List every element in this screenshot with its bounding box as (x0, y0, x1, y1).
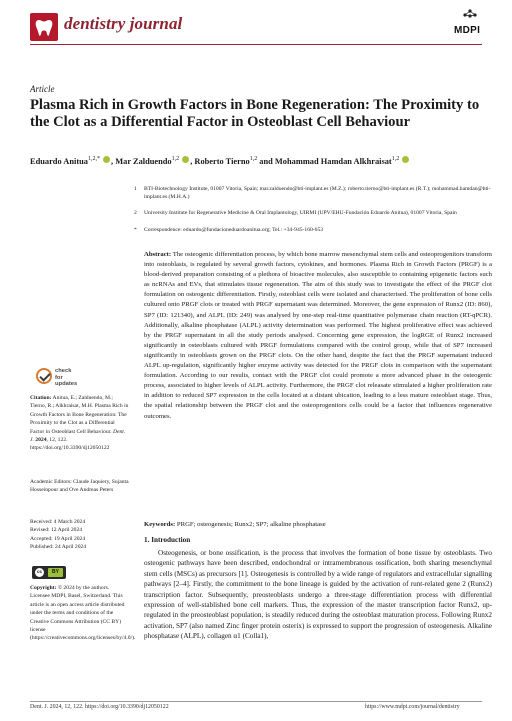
header-rule (30, 44, 482, 45)
date-published: Published: 24 April 2024 (30, 544, 87, 551)
date-accepted: Accepted: 19 April 2024 (30, 535, 86, 542)
affiliation-number: 1 (134, 186, 137, 192)
keywords (144, 520, 492, 530)
author-affiliation-marker: 1,2,* (87, 156, 100, 163)
citation-year: 2024 (35, 437, 47, 444)
abstract-text: The osteogenic differentiation process, by which bone marrow mesenchymal stem cells and osteoprogenitors transform into osteoblasts, is regulated by several growth factors, cytokines, and hormones. Plasma Rich in Growth Factors (PRGF) is a blood-derived preparation consisting of a plethora of bioactive molecules, also susceptible to containing epigenetic factors such as ncRNAs and EVs, that stimulates tissue regeneration. The aim of this study was to investigate the effect of the PRGF clot formulation on osteogenic differentiation. Firstly, osteoblast cells were isolated and characterised. The proliferation of bone cells cultured onto PRGF clots or treated with PRGF supernatant was determined. Moreover, the gene expression of Runx2 (ID: 860), SP7 (ID: 121340), and ALPL (ID: 249) was analysed by one-step real-time quantitative polymerase chain reaction (RT-qPCR). Additionally, alkaline phosphatase (ALPL) activity determination was performed. The highest proliferative effect was achieved by the PRGF supernatant in all the study periods analysed. Concerning gene expression, the logRGE of Runx2 increased significantly in osteoblasts cultured with PRGF formulations compared with the control group, while that of SP7 increased significantly in osteoblasts grown on the PRGF clots. On the other hand, despite the fact that the PRGF supernatant induced ALPL up-regulation, significantly higher enzyme activity was detected for the PRGF clots in comparison with the supernatant formulation. According to our results, contact with the PRGF clot could promote a more advanced phase in the osteogenic process, associated to higher levels of ALPL activity. Furthermore, the PRGF clot releasate stimulated a higher proliferation rate in addition to reduced SP7 expression in the cells located at a distant ubication, leading to a less mature osteoblast stage. Thus, the spatial relationship between the PRGF clot and the osteoprogenitors cells could be a factor that influences regenerative outcomes. (144, 251, 492, 420)
author-list (30, 156, 500, 166)
journal-logo (30, 13, 58, 41)
orcid-icon[interactable] (402, 156, 409, 163)
mdpi-logo-icon (462, 9, 478, 23)
section-heading: 1. Introduction (144, 536, 191, 544)
author-separator: , (111, 157, 116, 166)
author-name[interactable]: Mohammad Hamdan Alkhraisat (274, 157, 392, 166)
author-name[interactable]: Roberto Tierno (194, 157, 250, 166)
copyright-block (30, 584, 136, 643)
citation-block (30, 394, 130, 453)
abstract (144, 250, 492, 422)
correspondence-text: Correspondence: eduardo@fundacioneduardoanitua.org; Tel.: +34-945-160-653 (144, 227, 324, 233)
paragraph: Osteogenesis, or bone ossification, is the process that involves the formation of bone tissue by osteoblasts. Two osteogenic pathways have been described, endochondral or intramembranous ossification, both sharing mesenchymal stem cells (MSCs) as precursors [1]. Osteogenesis is controlled by a wide range of regulators and extracellular signalling pathways [2–4]. Firstly, the commitment to the bone lineage is guided by the activation of runt-related gene 2 (Runx2) transcription factor. Subsequently, preosteoblasts undergo a three-stage differentiation process with differential expression of well-stablished bone cell markers. Thus, the expression of the master transcription factor Runx2, up-regulated in the preosteoblast population, is steadily reduced during the osteoblast maturation process. Following Runx2 activation, SP7 (also named Zinc finger protein osterix) is expressed to support the progression of osteogenesis. Alkaline phosphatase (ALPL), collagen α1 (Colla1), (144, 549, 492, 641)
check-updates-icon (36, 368, 52, 384)
keywords-text: PRGF; osteogenesis; Runx2; SP7; alkaline phosphatase (176, 521, 326, 528)
date-revised: Revised: 12 April 2024 (30, 527, 83, 534)
cc-license-badge[interactable] (32, 566, 66, 579)
affiliation-text: BTI-Biotechnology Institute, 01007 Vitoria, Spain; mar.zalduendo@bti-implant.es (M.Z.); roberto.tierno@bti-implant.es (R.T.); mohammad.hamdan@bti-implant.es (M.H.A.) (144, 186, 491, 201)
correspondence-marker: * (134, 227, 137, 233)
journal-link[interactable]: https://www.mdpi.com/journal/dentistry (365, 704, 460, 710)
date-received: Received: 4 March 2024 (30, 519, 86, 525)
abstract-label: Abstract: (144, 251, 172, 258)
cc-icon: cc (36, 570, 43, 575)
orcid-icon[interactable] (103, 156, 110, 163)
journal-name: dentistry journal (64, 14, 183, 33)
article-title: Plasma Rich in Growth Factors in Bone Regeneration: The Proximity to the Clot as a Differential Factor in Osteoblast Cell Behaviour (30, 97, 480, 130)
copyright-label: Copyright: (30, 585, 57, 591)
author-affiliation-marker: 1,2 (171, 156, 180, 163)
citation-text: Anitua, E.; Zalduendo, M.; Tierno, R.; Alkhraisat, M.H. Plasma Rich in Growth Factors in Bone Regeneration: The Proximity to the Clot as a Differential Factor in Osteoblast Cell Behaviour. (30, 395, 129, 435)
article-type: Article (30, 84, 55, 94)
affiliation-text: University Institute for Regenerative Medicine & Oral Implantology, UIRMI (UPV/EHU-Fundación Eduardo Anitua), 01007 Vitoria, Spain (144, 210, 457, 216)
author-name[interactable]: Eduardo Anitua (30, 157, 88, 166)
citation-volume[interactable]: , 12, 122. https://doi.org/10.3390/dj12050122 (30, 437, 110, 452)
correspondence (134, 226, 492, 234)
author-separator: , (190, 157, 195, 166)
author-name[interactable]: Mar Zalduendo (115, 157, 172, 166)
publisher-name: MDPI (454, 25, 481, 36)
check-updates-label: check for updates (55, 368, 78, 387)
footer-rule (30, 701, 482, 702)
academic-editors: Academic Editors: Claude Jaquiery, Sujanta Hosseinpour and Ove Andreas Peters (30, 479, 129, 494)
tooth-icon (30, 13, 58, 41)
copyright-text: © 2024 by the authors. Licensee MDPI, Basel, Switzerland. This article is an open access article distributed under the terms and conditions of the Creative Commons Attribution (CC BY) license (https://creativecommons.org/licenses/by/4.0/). (30, 585, 136, 642)
orcid-icon[interactable] (182, 156, 189, 163)
author-affiliation-marker: 1,2 (249, 156, 258, 163)
author-separator: and (259, 157, 275, 166)
citation-journal: Dent. J. (30, 428, 126, 444)
publication-dates (30, 518, 130, 552)
by-icon: BY (48, 568, 63, 577)
affiliation-number: 2 (134, 210, 137, 216)
affiliation-item (134, 185, 492, 201)
author-affiliation-marker: 1,2 (391, 156, 400, 163)
keywords-label: Keywords: (144, 521, 176, 528)
citation-label: Citation: (30, 395, 52, 401)
footer-citation[interactable]: Dent. J. 2024, 12, 122. https://doi.org/10.3390/dj12050122 (30, 704, 169, 710)
affiliation-item (134, 209, 492, 217)
introduction-body (144, 548, 492, 642)
